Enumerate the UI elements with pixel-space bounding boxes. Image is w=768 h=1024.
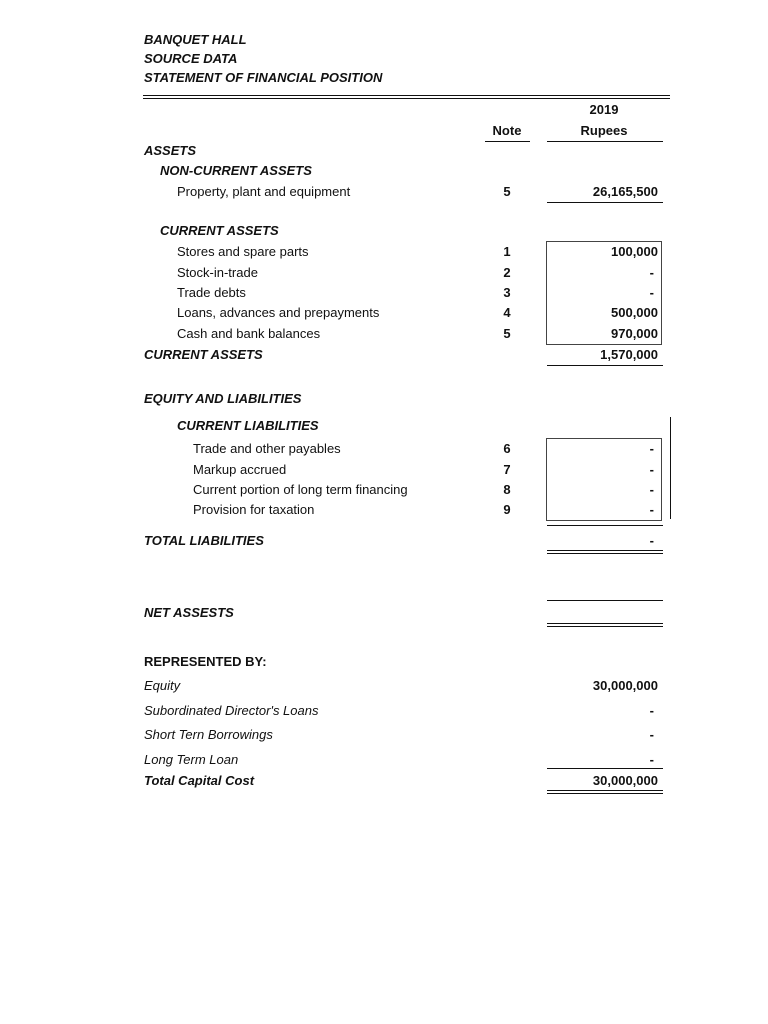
net-assets-rule-bottom [547,626,663,627]
total-liabilities-rule-bottom [547,553,663,554]
list-item-note: 9 [503,502,511,517]
liabilities-box-underline [547,525,663,526]
list-item-value: 100,000 [611,244,658,259]
list-item-value: - [649,703,654,718]
currency-heading: Rupees [580,123,628,138]
list-item-value: - [649,265,654,280]
list-item-label: Provision for taxation [193,502,315,517]
ppe-value: 26,165,500 [592,184,658,199]
list-item-note: 7 [503,462,511,477]
list-item-value: - [649,752,654,767]
list-item-label: Equity [144,678,181,693]
list-item-note: 3 [503,285,511,300]
header-rule-top [143,95,670,96]
non-current-assets-heading: NON-CURRENT ASSETS [160,163,312,178]
ppe-label: Property, plant and equipment [177,184,351,199]
list-item-value: 970,000 [611,326,658,341]
list-item-label: Short Tern Borrowings [144,727,273,742]
current-assets-total-value: 1,570,000 [600,347,658,362]
list-item-value: - [649,727,654,742]
net-assets-label: NET ASSESTS [144,605,234,620]
total-liabilities-rule-top [547,550,663,551]
equity-liabilities-heading: EQUITY AND LIABILITIES [144,391,302,406]
total-liabilities-value: - [649,533,654,548]
capital-cost-rule-bottom [547,793,663,794]
list-item-note: 1 [503,244,511,259]
represented-by-heading: REPRESENTED BY: [144,654,267,669]
list-item-value: - [649,502,654,517]
net-assets-top-rule [547,600,663,601]
ppe-note: 5 [503,184,511,199]
statement-title: STATEMENT OF FINANCIAL POSITION [144,70,383,85]
list-item-label: Trade debts [177,285,246,300]
list-item-label: Markup accrued [193,462,287,477]
currency-heading-rule [547,141,663,142]
list-item-label: Cash and bank balances [177,326,321,341]
current-assets-total-rule [547,365,663,366]
list-item-note: 2 [503,265,511,280]
list-item-note: 6 [503,441,511,456]
list-item-label: Stock-in-trade [177,265,258,280]
capital-cost-rule-top [547,790,663,791]
list-item-label: Subordinated Director's Loans [144,703,319,718]
document-subtitle: SOURCE DATA [144,51,238,66]
header-rule-bottom [143,98,670,99]
current-liabilities-heading: CURRENT LIABILITIES [177,418,319,433]
list-item-label: Stores and spare parts [177,244,309,259]
year-heading: 2019 [589,102,619,117]
list-item-note: 5 [503,326,511,341]
company-name: BANQUET HALL [144,32,247,47]
total-capital-cost-label: Total Capital Cost [144,773,255,788]
list-item-value: 500,000 [611,305,658,320]
list-item-note: 4 [503,305,511,320]
net-assets-rule-top [547,623,663,624]
current-assets-heading: CURRENT ASSETS [160,223,279,238]
list-item-value: - [649,482,654,497]
list-item-note: 8 [503,482,511,497]
ppe-underline [547,202,663,203]
list-item-label: Trade and other payables [193,441,341,456]
total-capital-cost-value: 30,000,000 [592,773,658,788]
note-heading: Note [492,123,522,138]
list-item-value: - [649,462,654,477]
note-heading-rule [485,141,530,142]
list-item-value: - [649,441,654,456]
list-item-label: Current portion of long term financing [193,482,408,497]
capital-cost-top-rule [547,768,663,769]
total-liabilities-label: TOTAL LIABILITIES [144,533,264,548]
list-item-value: - [649,285,654,300]
list-item-value: 30,000,000 [592,678,658,693]
list-item-label: Long Term Loan [144,752,239,767]
current-assets-total-label: CURRENT ASSETS [144,347,263,362]
right-vertical-rule [670,417,671,519]
list-item-label: Loans, advances and prepayments [177,305,380,320]
assets-heading: ASSETS [144,143,197,158]
